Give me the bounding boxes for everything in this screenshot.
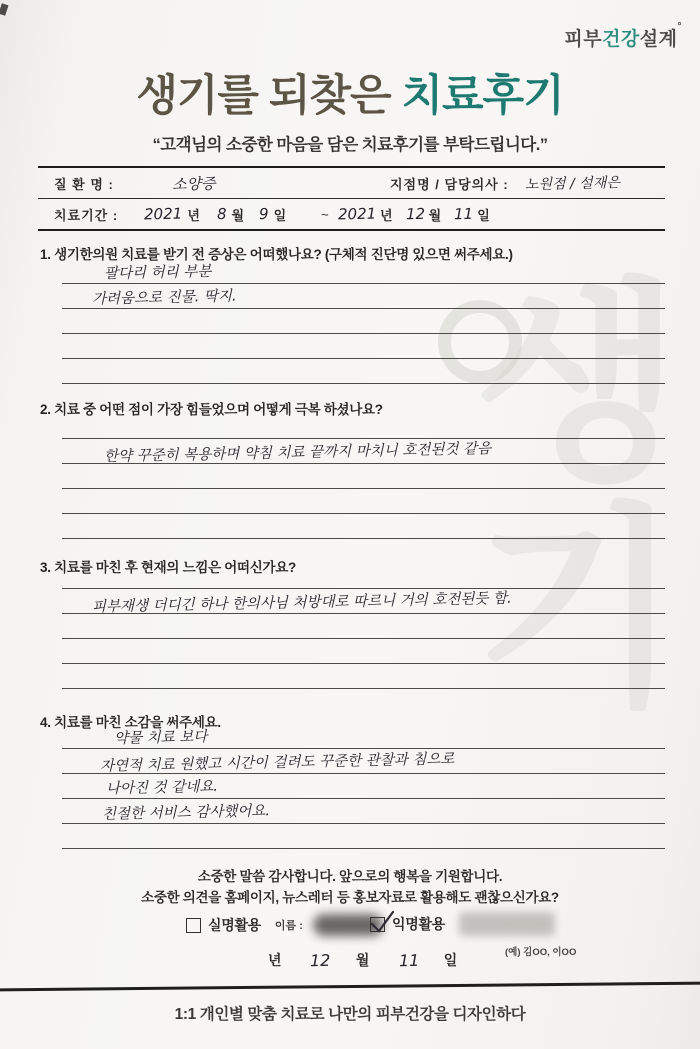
answer-line — [62, 824, 665, 849]
anonymous-consent-option — [370, 912, 555, 936]
answer-line — [62, 589, 665, 614]
question-4-answer-lines — [62, 724, 665, 849]
disease-value-handwriting: 소양증 — [171, 174, 216, 193]
answer-line — [62, 464, 665, 489]
info-row-disease — [38, 168, 665, 199]
question-2-answer-lines — [62, 414, 665, 539]
closing-line-1: 소중한 말씀 감사합니다. 앞으로의 행복을 기원합니다. — [197, 869, 503, 884]
answer-line — [62, 614, 665, 639]
answer-line — [62, 439, 665, 464]
month-unit-2: 월 — [428, 207, 443, 223]
scan-artifact — [0, 3, 9, 16]
answer-line — [62, 639, 665, 664]
date-day-handwriting: 11 — [399, 950, 420, 971]
page-title — [0, 62, 700, 123]
period-end-year-handwriting: 2021 — [337, 204, 377, 224]
footer-slogan: 1:1 개인별 맞춤 치료로 나만의 피부건강을 디자인하다 — [174, 1006, 526, 1023]
handwritten-answer: 피부재생 더디긴 하나 한의사님 처방대로 따르니 거의 호전된듯 함. — [91, 590, 512, 616]
title-plain: 생기를 되찾은 — [136, 72, 402, 120]
period-start-day-handwriting: 9 — [258, 204, 269, 224]
day-unit: 일 — [273, 207, 288, 223]
realname-label: 실명활용 — [208, 917, 261, 933]
date-month-handwriting: 12 — [309, 950, 331, 971]
handwritten-answer: 약물 치료 보다 — [113, 729, 208, 747]
day-unit-2: 일 — [477, 207, 491, 223]
question-4-label: 4. 치료를 마친 소감을 써주세요. — [40, 715, 221, 730]
footer-divider — [0, 982, 700, 992]
year-unit-2: 년 — [379, 207, 394, 223]
title-accent: 치료후기 — [401, 72, 564, 120]
question-2-label: 2. 치료 중 어떤 점이 가장 힘들었으며 어떻게 극복 하셨나요? — [40, 402, 383, 417]
page-subtitle: “고객님의 소중한 마음을 담은 치료후기를 부탁드립니다.” — [152, 136, 548, 154]
answer-line — [62, 259, 665, 284]
answer-line — [62, 774, 665, 799]
month-unit: 월 — [231, 207, 246, 223]
info-table — [38, 166, 665, 231]
question-3-answer-lines — [62, 564, 665, 689]
date-year-unit: 년 — [268, 952, 282, 968]
question-1-label: 1. 생기한의원 치료를 받기 전 증상은 어떠했나요? (구체적 진단명 있으면 써주세요.) — [40, 247, 513, 262]
period-label: 치료기간 : — [54, 207, 119, 223]
answer-line — [62, 564, 665, 589]
date-day-unit: 일 — [443, 952, 458, 968]
branch-doctor-handwriting: 노원점 / 설재은 — [524, 175, 620, 193]
answer-line — [62, 334, 665, 359]
period-start-year-handwriting: 2021 — [144, 204, 183, 224]
period-tilde: ~ — [321, 206, 330, 222]
realname-checkbox — [186, 918, 201, 933]
consent-section — [0, 912, 700, 946]
closing-line-2: 소중한 의견을 홈페이지, 뉴스레터 등 홍보자료로 활용해도 괜찮으신가요? — [141, 890, 559, 905]
answer-line — [62, 359, 665, 384]
answer-line — [62, 489, 665, 514]
answer-line — [62, 309, 665, 334]
answer-line — [62, 749, 665, 774]
logo-suffix: 설계 — [639, 29, 678, 50]
period-start-month-handwriting: 8 — [216, 204, 227, 224]
handwritten-answer: 가려움으로 진물. 딱지. — [91, 288, 237, 308]
question-3-label: 3. 치료를 마친 후 현재의 느낌은 어떠신가요? — [40, 560, 296, 575]
handwritten-answer: 자연적 치료 원했고 시간이 걸려도 꾸준한 관찰과 침으로 — [99, 751, 455, 775]
answer-line — [62, 664, 665, 689]
handwritten-answer: 친절한 서비스 감사했어요. — [101, 803, 271, 823]
redacted-anonymous-blur — [459, 912, 555, 936]
anonymous-label: 익명활용 — [392, 916, 445, 932]
branch-doctor-label: 지점명 / 담당의사 : — [390, 176, 509, 192]
period-end-day-handwriting: 11 — [453, 204, 474, 224]
signature-date-line — [268, 950, 457, 970]
brand-logo — [564, 21, 682, 51]
brand-watermark: 생기 — [440, 270, 681, 720]
question-1-answer-lines — [62, 259, 665, 384]
info-row-period — [38, 199, 665, 229]
date-month-unit: 월 — [355, 952, 370, 968]
year-unit: 년 — [187, 207, 201, 223]
closing-note — [0, 866, 700, 908]
handwritten-answer: 한약 꾸준히 복용하며 약침 치료 끝까지 마치니 호전된것 같음 — [103, 440, 492, 466]
name-field-label: 이름 : — [274, 920, 303, 932]
answer-line — [62, 284, 665, 309]
anonymous-checkbox — [370, 917, 385, 932]
disease-label: 질 환 명 : — [54, 176, 114, 192]
logo-prefix: 피부 — [564, 29, 603, 50]
period-end-month-handwriting: 12 — [405, 204, 425, 224]
handwritten-answer: 나아진 것 같네요. — [105, 778, 219, 798]
answer-line — [62, 414, 665, 439]
answer-line — [62, 724, 665, 749]
realname-consent-option — [186, 914, 383, 936]
logo-accent: 건강 — [602, 29, 640, 50]
logo-degree-mark: ° — [677, 21, 682, 32]
example-names-note: (예) 김OO, 이OO — [505, 947, 577, 958]
answer-line — [62, 799, 665, 824]
handwritten-answer: 팔다리 허리 부분 — [103, 263, 212, 283]
answer-line — [62, 514, 665, 539]
